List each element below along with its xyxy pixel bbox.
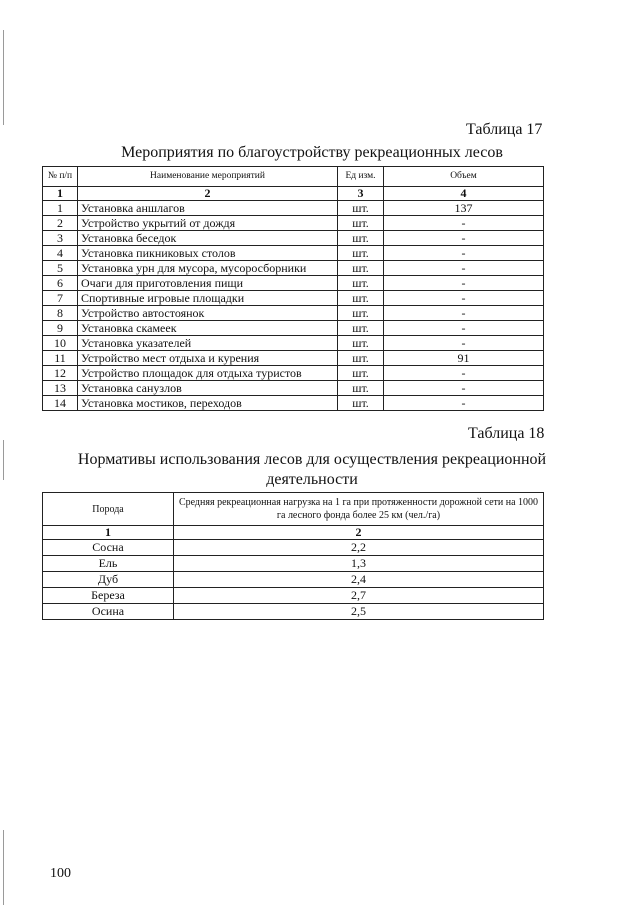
table17-header-cell: № п/п bbox=[43, 167, 78, 187]
table-cell: - bbox=[384, 396, 544, 411]
table-cell: шт. bbox=[338, 276, 384, 291]
table-cell: 9 bbox=[43, 321, 78, 336]
table-cell: 7 bbox=[43, 291, 78, 306]
table-cell: Устройство укрытий от дождя bbox=[78, 216, 338, 231]
table-cell: 4 bbox=[43, 246, 78, 261]
table18-column-number-row bbox=[43, 526, 544, 540]
table-cell: Установка санузлов bbox=[78, 381, 338, 396]
table-cell: 1,3 bbox=[174, 556, 544, 572]
table-cell: 2,4 bbox=[174, 572, 544, 588]
table18-header-row bbox=[43, 493, 544, 526]
table-cell: - bbox=[384, 321, 544, 336]
table-cell: 11 bbox=[43, 351, 78, 366]
table-cell: шт. bbox=[338, 246, 384, 261]
table-cell: - bbox=[384, 261, 544, 276]
table-row bbox=[43, 201, 544, 216]
table-cell: шт. bbox=[338, 231, 384, 246]
column-number: 1 bbox=[43, 187, 78, 201]
table18 bbox=[42, 492, 544, 620]
table-cell: - bbox=[384, 246, 544, 261]
table-row bbox=[43, 351, 544, 366]
table-cell: шт. bbox=[338, 396, 384, 411]
table-cell: Устройство автостоянок bbox=[78, 306, 338, 321]
table-cell: - bbox=[384, 306, 544, 321]
table-cell: - bbox=[384, 366, 544, 381]
table-cell: 8 bbox=[43, 306, 78, 321]
table-cell: Установка мостиков, переходов bbox=[78, 396, 338, 411]
table17-caption: Таблица 17 bbox=[466, 121, 543, 138]
table-cell: 137 bbox=[384, 201, 544, 216]
page-number: 100 bbox=[50, 866, 71, 881]
table-cell: шт. bbox=[338, 321, 384, 336]
table-cell: Устройство мест отдыха и курения bbox=[78, 351, 338, 366]
table-cell: - bbox=[384, 291, 544, 306]
table-cell: Установка пикниковых столов bbox=[78, 246, 338, 261]
table-row bbox=[43, 276, 544, 291]
table-cell: шт. bbox=[338, 351, 384, 366]
table-cell: 91 bbox=[384, 351, 544, 366]
table17-column-number-row bbox=[43, 187, 544, 201]
table-cell: - bbox=[384, 336, 544, 351]
table-cell: Спортивные игровые площадки bbox=[78, 291, 338, 306]
page-edge-line bbox=[3, 830, 4, 905]
table17-header-cell: Ед изм. bbox=[338, 167, 384, 187]
table17-header-cell: Наименование мероприятий bbox=[78, 167, 338, 187]
table-cell: 2 bbox=[43, 216, 78, 231]
table-row bbox=[43, 261, 544, 276]
table-cell: - bbox=[384, 276, 544, 291]
table-row bbox=[43, 291, 544, 306]
table-cell: шт. bbox=[338, 306, 384, 321]
table-cell: шт. bbox=[338, 201, 384, 216]
table-row bbox=[43, 396, 544, 411]
table-cell: шт. bbox=[338, 291, 384, 306]
table18-title bbox=[40, 450, 584, 490]
table18-title-line: деятельности bbox=[266, 471, 358, 488]
table18-title-line: Нормативы использования лесов для осуществления рекреационной bbox=[77, 451, 547, 468]
table-row bbox=[43, 556, 544, 572]
table-cell: 6 bbox=[43, 276, 78, 291]
table-cell: Устройство площадок для отдыха туристов bbox=[78, 366, 338, 381]
table-row bbox=[43, 381, 544, 396]
table-cell: - bbox=[384, 231, 544, 246]
table-row bbox=[43, 321, 544, 336]
table-row bbox=[43, 246, 544, 261]
table-cell: Береза bbox=[43, 588, 174, 604]
table-cell: 10 bbox=[43, 336, 78, 351]
table-cell: шт. bbox=[338, 261, 384, 276]
table-cell: шт. bbox=[338, 336, 384, 351]
column-number: 2 bbox=[174, 526, 544, 540]
table-cell: Осина bbox=[43, 604, 174, 620]
column-number: 1 bbox=[43, 526, 174, 540]
table-cell: Установка скамеек bbox=[78, 321, 338, 336]
column-number: 4 bbox=[384, 187, 544, 201]
table-cell: Установка указателей bbox=[78, 336, 338, 351]
table18-header-cell: Порода bbox=[43, 493, 174, 526]
table-row bbox=[43, 336, 544, 351]
page-edge-line bbox=[3, 440, 4, 480]
table18-header-cell: Средняя рекреационная нагрузка на 1 га при протяженности дорожной сети на 1000 га лесного фонда более 25 км (чел./га) bbox=[174, 493, 544, 526]
table18-caption: Таблица 18 bbox=[468, 425, 545, 442]
table-cell: Очаги для приготовления пищи bbox=[78, 276, 338, 291]
page-edge-line bbox=[3, 30, 4, 125]
table17-title: Мероприятия по благоустройству рекреационных лесов bbox=[121, 144, 503, 161]
table-row bbox=[43, 540, 544, 556]
table-cell: 14 bbox=[43, 396, 78, 411]
table-cell: 3 bbox=[43, 231, 78, 246]
table-cell: 1 bbox=[43, 201, 78, 216]
table-row bbox=[43, 366, 544, 381]
table-cell: Установка урн для мусора, мусоросборники bbox=[78, 261, 338, 276]
table-cell: Сосна bbox=[43, 540, 174, 556]
table-cell: 2,5 bbox=[174, 604, 544, 620]
table-cell: Дуб bbox=[43, 572, 174, 588]
column-number: 3 bbox=[338, 187, 384, 201]
table-cell: 12 bbox=[43, 366, 78, 381]
table17 bbox=[42, 166, 544, 411]
table17-header-row bbox=[43, 167, 544, 187]
table-row bbox=[43, 604, 544, 620]
table-cell: Ель bbox=[43, 556, 174, 572]
table-cell: 5 bbox=[43, 261, 78, 276]
table-row bbox=[43, 231, 544, 246]
table-cell: 2,7 bbox=[174, 588, 544, 604]
table-cell: шт. bbox=[338, 216, 384, 231]
table-row bbox=[43, 306, 544, 321]
table-cell: - bbox=[384, 216, 544, 231]
table-row bbox=[43, 216, 544, 231]
table-cell: шт. bbox=[338, 381, 384, 396]
table17-header-cell: Объем bbox=[384, 167, 544, 187]
table-cell: - bbox=[384, 381, 544, 396]
table-cell: 13 bbox=[43, 381, 78, 396]
table-row bbox=[43, 588, 544, 604]
table-cell: 2,2 bbox=[174, 540, 544, 556]
table-cell: Установка аншлагов bbox=[78, 201, 338, 216]
table-row bbox=[43, 572, 544, 588]
column-number: 2 bbox=[78, 187, 338, 201]
table-cell: Установка беседок bbox=[78, 231, 338, 246]
table-cell: шт. bbox=[338, 366, 384, 381]
